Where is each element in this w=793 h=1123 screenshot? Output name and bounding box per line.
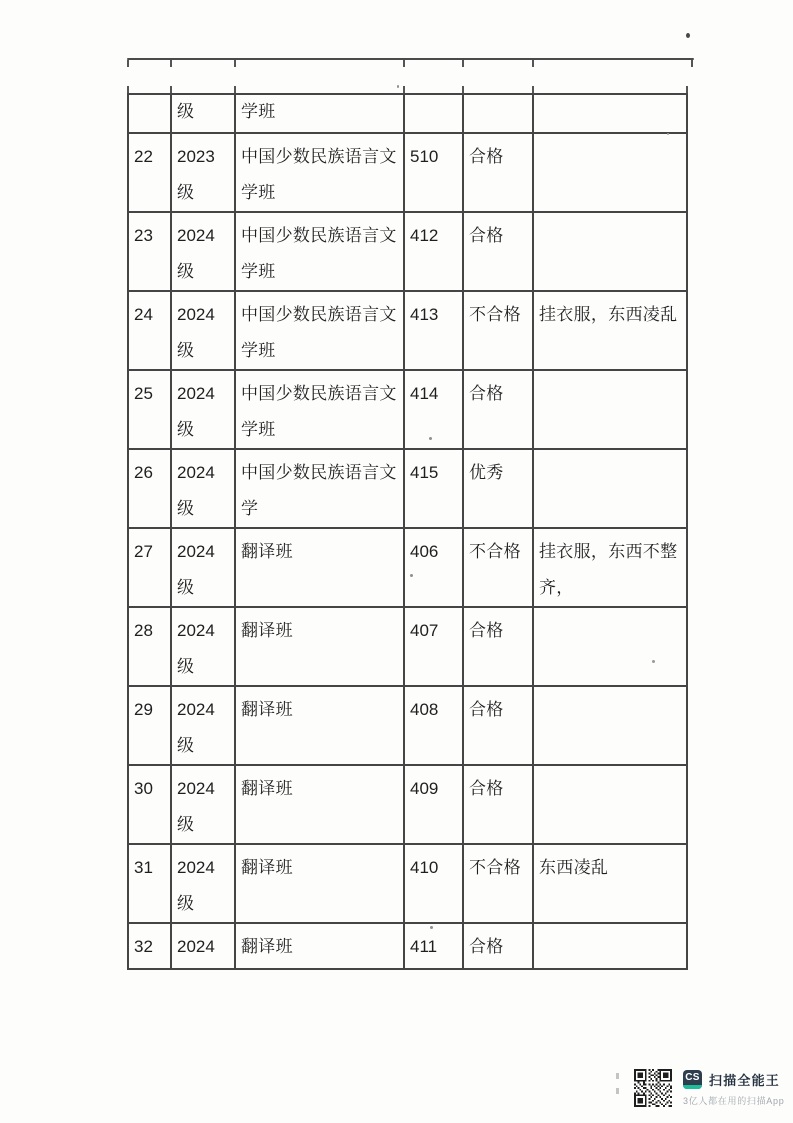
cell-no: 23	[128, 212, 171, 291]
cell-result: 优秀	[463, 449, 533, 528]
grid-stub	[686, 86, 688, 93]
watermark-text-block	[683, 1070, 784, 1107]
cell-remarks	[533, 607, 687, 686]
cell-room: 413	[404, 291, 463, 370]
cell-grade: 2024 级	[171, 844, 235, 923]
cell-no: 26	[128, 449, 171, 528]
cell-room: 411	[404, 923, 463, 969]
scan-speck	[410, 574, 413, 577]
cell-no: 31	[128, 844, 171, 923]
cell-class: 翻译班	[235, 844, 404, 923]
cell-class: 中国少数民族语言文 学	[235, 449, 404, 528]
scan-speck	[652, 660, 655, 663]
grid-stub	[403, 60, 405, 67]
cell-result: 合格	[463, 765, 533, 844]
cell-result	[463, 94, 533, 133]
cell-class: 中国少数民族语言文 学班	[235, 133, 404, 212]
cell-result: 不合格	[463, 844, 533, 923]
camscanner-logo-accent	[683, 1085, 702, 1089]
table-row	[128, 686, 687, 765]
table-row	[128, 765, 687, 844]
scan-speck	[430, 926, 433, 929]
cell-grade: 2023 级	[171, 133, 235, 212]
cell-no: 28	[128, 607, 171, 686]
grid-stub	[127, 60, 129, 67]
grid-stub	[403, 86, 405, 93]
cell-remarks	[533, 133, 687, 212]
grid-stub	[170, 60, 172, 67]
camscanner-app-name: 扫描全能王	[709, 1072, 781, 1088]
grid-stub	[170, 86, 172, 93]
grid-stub	[462, 86, 464, 93]
cell-class: 中国少数民族语言文 学班	[235, 291, 404, 370]
grid-stub	[691, 60, 693, 67]
table-row	[128, 607, 687, 686]
cell-remarks	[533, 765, 687, 844]
cell-remarks	[533, 923, 687, 969]
table-row	[128, 528, 687, 607]
grid-stub	[234, 86, 236, 93]
cell-room: 412	[404, 212, 463, 291]
cell-grade: 级	[171, 94, 235, 133]
table-row	[128, 212, 687, 291]
cell-grade: 2024 级	[171, 291, 235, 370]
cell-class: 学班	[235, 94, 404, 133]
cell-room: 409	[404, 765, 463, 844]
table-row	[128, 923, 687, 969]
cell-grade: 2024 级	[171, 449, 235, 528]
grid-stub	[532, 86, 534, 93]
cell-remarks: 挂衣服，东西凌乱	[533, 291, 687, 370]
cell-no: 30	[128, 765, 171, 844]
cell-class: 中国少数民族语言文 学班	[235, 370, 404, 449]
cell-grade: 2024 级	[171, 212, 235, 291]
cell-grade: 2024 级	[171, 370, 235, 449]
cell-room: 408	[404, 686, 463, 765]
table-row	[128, 370, 687, 449]
cell-no: 24	[128, 291, 171, 370]
cell-no: 25	[128, 370, 171, 449]
table-row	[128, 133, 687, 212]
page-cut-line	[127, 58, 694, 60]
scan-speck	[686, 33, 690, 38]
cell-no	[128, 94, 171, 133]
cell-room: 410	[404, 844, 463, 923]
cell-room: 415	[404, 449, 463, 528]
cell-remarks	[533, 94, 687, 133]
cell-no: 22	[128, 133, 171, 212]
cell-result: 不合格	[463, 291, 533, 370]
table-row	[128, 449, 687, 528]
cell-result: 不合格	[463, 528, 533, 607]
camscanner-logo-text: CS	[685, 1071, 700, 1083]
cell-grade: 2024 级	[171, 528, 235, 607]
cell-room: 510	[404, 133, 463, 212]
cell-no: 27	[128, 528, 171, 607]
table-row	[128, 291, 687, 370]
camscanner-logo	[683, 1070, 702, 1089]
cell-remarks: 挂衣服，东西不整 齐，	[533, 528, 687, 607]
cell-class: 翻译班	[235, 923, 404, 969]
cell-result: 合格	[463, 686, 533, 765]
cell-class: 中国少数民族语言文 学班	[235, 212, 404, 291]
cell-remarks	[533, 212, 687, 291]
scan-speck	[429, 437, 432, 440]
cell-room	[404, 94, 463, 133]
grid-stub	[532, 60, 534, 67]
cell-result: 合格	[463, 607, 533, 686]
cell-no: 29	[128, 686, 171, 765]
scan-speck	[667, 133, 669, 135]
cell-remarks	[533, 370, 687, 449]
camscanner-watermark	[634, 1069, 784, 1107]
grid-stub	[127, 86, 129, 93]
camscanner-tagline: 3亿人都在用的扫描App	[683, 1095, 785, 1106]
cell-result: 合格	[463, 370, 533, 449]
cell-room: 414	[404, 370, 463, 449]
qr-code	[634, 1069, 672, 1107]
cell-grade: 2024 级	[171, 607, 235, 686]
cell-grade: 2024	[171, 923, 235, 969]
cell-remarks: 东西凌乱	[533, 844, 687, 923]
cell-result: 合格	[463, 923, 533, 969]
cell-class: 翻译班	[235, 686, 404, 765]
cell-grade: 2024 级	[171, 765, 235, 844]
continuation-row	[128, 94, 687, 133]
cell-room: 407	[404, 607, 463, 686]
inspection-table	[127, 93, 688, 970]
cell-class: 翻译班	[235, 607, 404, 686]
table-row	[128, 844, 687, 923]
cell-class: 翻译班	[235, 765, 404, 844]
grid-stub	[234, 60, 236, 67]
cell-grade: 2024 级	[171, 686, 235, 765]
cell-remarks	[533, 449, 687, 528]
cell-class: 翻译班	[235, 528, 404, 607]
cell-room: 406	[404, 528, 463, 607]
cell-result: 合格	[463, 133, 533, 212]
grid-stub	[462, 60, 464, 67]
cell-result: 合格	[463, 212, 533, 291]
scan-speck	[397, 85, 399, 88]
cell-remarks	[533, 686, 687, 765]
scan-speck	[616, 1073, 619, 1079]
scan-speck	[616, 1088, 619, 1094]
cell-no: 32	[128, 923, 171, 969]
